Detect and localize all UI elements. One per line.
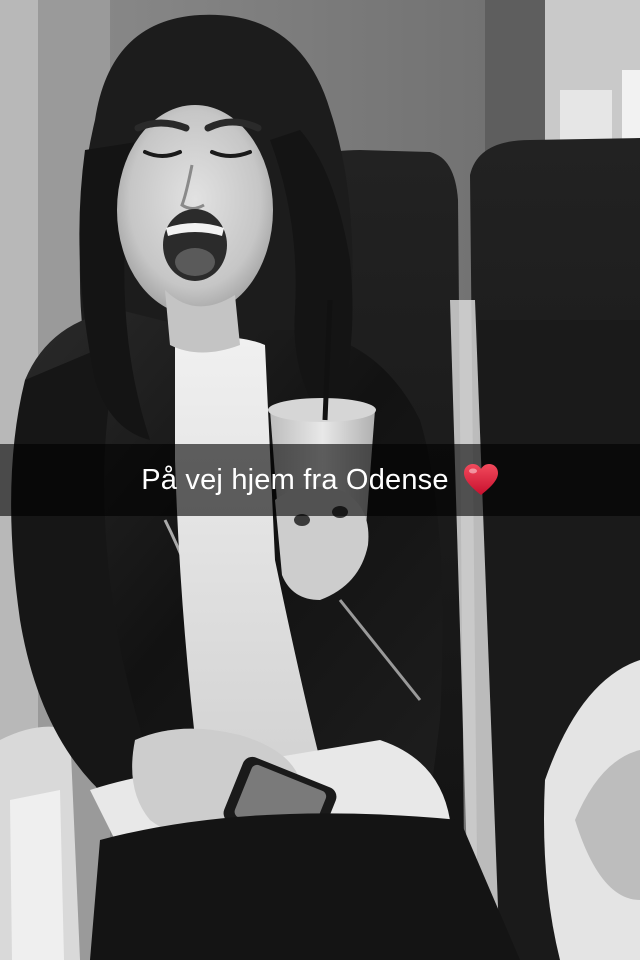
caption-bar — [0, 444, 640, 516]
caption-text: På vej hjem fra Odense — [141, 463, 449, 496]
red-heart-icon — [463, 463, 499, 497]
